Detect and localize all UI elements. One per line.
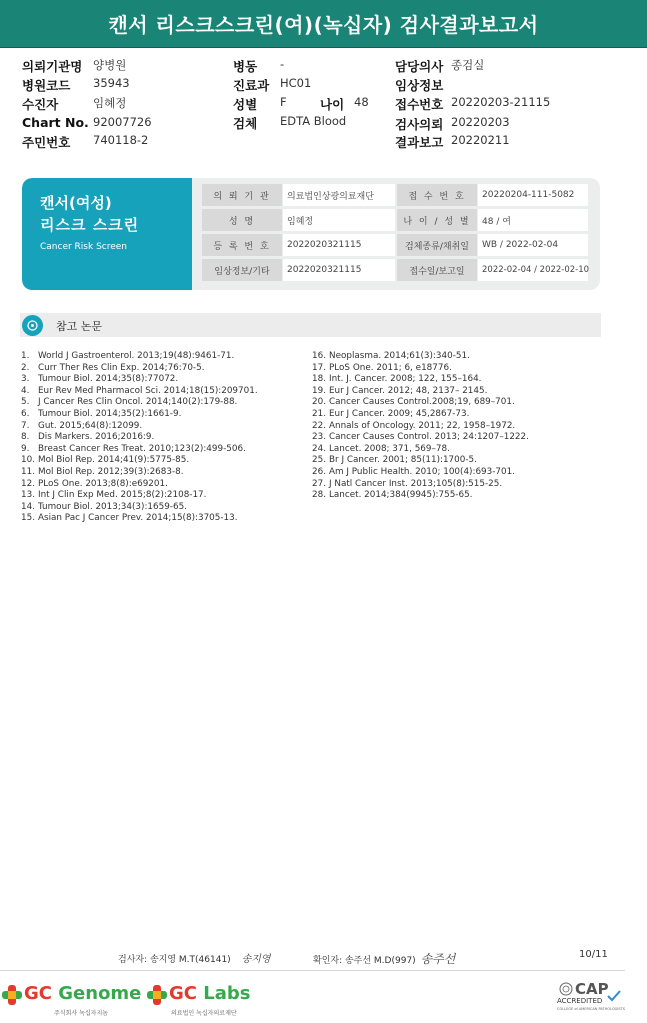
request-label: 검사의뢰: [395, 117, 444, 132]
banner-title-line1: 캔서(여성): [40, 194, 112, 212]
age-value: 48: [354, 95, 369, 109]
references-header: [20, 313, 601, 337]
cap-text: CAP: [575, 980, 609, 998]
gc-genome-subtitle: 주식회사 녹십자지놈: [54, 1010, 109, 1017]
sex-value: F: [280, 95, 287, 109]
gc-labs-brand: GC Labs: [169, 983, 251, 1004]
reference-item: 5. J Cancer Res Clin Oncol. 2014;140(2):179-88.: [21, 397, 238, 408]
banner-row3-label1: 등 록 번 호: [202, 234, 282, 256]
reference-item: 10. Mol Biol Rep. 2014;41(9):5775-85.: [21, 455, 190, 466]
references-right-list: [312, 351, 529, 502]
banner-row3-value2: WB / 2022-02-04: [478, 234, 588, 256]
reference-item: 16. Neoplasma. 2014;61(3):340-51.: [312, 351, 470, 361]
institution-value: 양병원: [93, 58, 127, 72]
reference-item: 22. Annals of Oncology. 2011; 22, 1958–1972.: [312, 420, 516, 431]
report-title-bar: [0, 0, 647, 48]
doctor-value: 종검실: [451, 58, 485, 72]
banner-title-line2: 리스크 스크린: [40, 216, 140, 234]
reference-item: 2. Curr Ther Res Clin Exp. 2014;76:70-5.: [21, 362, 205, 373]
patient-value: 임혜정: [93, 96, 127, 110]
specimen-label: 검체: [233, 116, 258, 131]
banner-row2-value2: 48 / 여: [478, 209, 588, 231]
reference-item: 21. Eur J Cancer. 2009; 45,2867-73.: [312, 408, 470, 419]
gc-genome-brand: GC Genome: [24, 983, 142, 1004]
examiner-signature: [118, 950, 271, 965]
age-label: 나이: [320, 97, 345, 112]
reference-item: 13. Int J Clin Exp Med. 2015;8(2):2108-17.: [21, 490, 207, 501]
reference-item: 24. Lancet. 2008; 371, 569–78.: [312, 443, 450, 454]
hospital-code-label: 병원코드: [22, 78, 71, 93]
sex-label: 성별: [233, 97, 258, 112]
examiner-handwritten-sign: 송지영: [241, 954, 271, 965]
reference-item: 11. Mol Biol Rep. 2012;39(3):2683-8.: [21, 466, 184, 477]
banner-row4-value1: 2022020321115: [283, 259, 395, 281]
ward-label: 병동: [233, 59, 258, 74]
reference-item: 19. Eur J Cancer. 2012; 48, 2137– 2145.: [312, 385, 488, 396]
reference-item: 9. Breast Cancer Res Treat. 2010;123(2):499-506.: [21, 443, 246, 454]
dept-label: 진료과: [233, 78, 270, 93]
microscope-icon: [22, 315, 43, 336]
banner-row4-label2: 접수일/보고일: [397, 259, 477, 281]
gc-labs-logo: [145, 983, 255, 1017]
report-date-value: 20220211: [451, 133, 510, 147]
banner-title-panel: [22, 178, 192, 290]
dept-value: HC01: [280, 76, 312, 90]
reference-item: 15. Asian Pac J Cancer Prev. 2014;15(8):3705-13.: [21, 513, 238, 524]
reference-item: 4. Eur Rev Med Pharmacol Sci. 2014;18(15):209701.: [21, 385, 258, 396]
id-value: 740118-2: [93, 133, 149, 147]
cancer-risk-banner: [22, 178, 600, 290]
reference-item: 6. Tumour Biol. 2014;35(2):1661-9.: [21, 408, 182, 419]
checkmark-icon: [607, 990, 621, 1002]
institution-label: 의뢰기관명: [22, 59, 83, 74]
ward-value: -: [280, 57, 285, 71]
clinical-label: 임상정보: [395, 78, 444, 93]
banner-row2-label2: 나 이 / 성 별: [397, 209, 477, 231]
reference-item: 3. Tumour Biol. 2014;35(8):77072.: [21, 374, 179, 385]
reference-item: 28. Lancet. 2014;384(9945):755-65.: [312, 490, 473, 501]
reference-item: 23. Cancer Causes Control. 2013; 24:1207–1222.: [312, 432, 529, 443]
reference-item: 8. Dis Markers. 2016;2016:9.: [21, 432, 155, 443]
reference-item: 18. Int. J. Cancer. 2008; 122, 155–164.: [312, 374, 482, 385]
confirmer-text: 확인자: 송주선 M.D(997): [313, 956, 416, 966]
report-title: 캔서 리스크스크린(여)(녹십자) 검사결과보고서: [108, 13, 539, 37]
page-number: 10/11: [579, 949, 608, 960]
reference-item: 12. PLoS One. 2013;8(8):e69201.: [21, 478, 168, 489]
confirmer-handwritten-sign: 송주선: [420, 952, 456, 966]
request-value: 20220203: [451, 115, 510, 129]
receipt-label: 접수번호: [395, 97, 444, 112]
reference-item: 26. Am J Public Health. 2010; 100(4):693-701.: [312, 466, 515, 477]
specimen-value: EDTA Blood: [280, 114, 347, 128]
banner-row1-value2: 20220204-111-5082: [478, 184, 588, 206]
cap-accredited-logo: [557, 980, 625, 1014]
confirmer-signature: [313, 950, 455, 967]
footer-divider: [0, 970, 625, 971]
cap-accredited-text: ACCREDITED: [557, 997, 603, 1005]
gc-cross-icon: [145, 983, 169, 1007]
banner-row1-label2: 접 수 번 호: [397, 184, 477, 206]
cap-small-text: COLLEGE of AMERICAN PATHOLOGISTS: [557, 1007, 625, 1011]
patient-info: [0, 55, 647, 155]
id-label: 주민번호: [22, 135, 71, 150]
references-left-list: [21, 351, 258, 525]
banner-row1-label1: 의 뢰 기 관: [202, 184, 282, 206]
report-date-label: 결과보고: [395, 135, 444, 150]
banner-row4-value2: 2022-02-04 / 2022-02-10: [478, 259, 588, 281]
examiner-text: 검사자: 송지영 M.T(46141): [118, 955, 231, 965]
gc-cross-icon: [0, 983, 24, 1007]
reference-item: 14. Tumour Biol. 2013;34(3):1659-65.: [21, 501, 187, 512]
reference-item: 25. Br J Cancer. 2001; 85(11):1700-5.: [312, 455, 477, 466]
reference-item: 7. Gut. 2015;64(8):12099.: [21, 420, 143, 431]
cap-seal-icon: [559, 982, 573, 996]
banner-row4-label1: 임상정보/기타: [202, 259, 282, 281]
patient-label: 수진자: [22, 97, 59, 112]
chart-value: 92007726: [93, 115, 152, 129]
banner-row3-value1: 2022020321115: [283, 234, 395, 256]
reference-item: 20. Cancer Causes Control.2008;19, 689–701.: [312, 397, 515, 408]
hospital-code-value: 35943: [93, 76, 130, 90]
banner-row2-value1: 임혜정: [283, 209, 395, 231]
doctor-label: 담당의사: [395, 59, 444, 74]
banner-row2-label1: 성 명: [202, 209, 282, 231]
references-title: 참고 논문: [56, 320, 103, 333]
gc-genome-logo: [0, 983, 140, 1017]
reference-item: 27. J Natl Cancer Inst. 2013;105(8):515-25.: [312, 478, 503, 489]
reference-item: 1. World J Gastroenterol. 2013;19(48):9461-71.: [21, 351, 235, 361]
receipt-value: 20220203-21115: [451, 95, 551, 109]
gc-labs-subtitle: 의료법인 녹십자의료재단: [171, 1010, 237, 1017]
banner-row1-value1: 의료법인상광의료재단: [283, 184, 395, 206]
chart-label: Chart No.: [22, 115, 89, 130]
reference-item: 17. PLoS One. 2011; 6, e18776.: [312, 362, 452, 373]
banner-subtitle: Cancer Risk Screen: [40, 242, 128, 252]
banner-row3-label2: 검체종류/채취일: [397, 234, 477, 256]
